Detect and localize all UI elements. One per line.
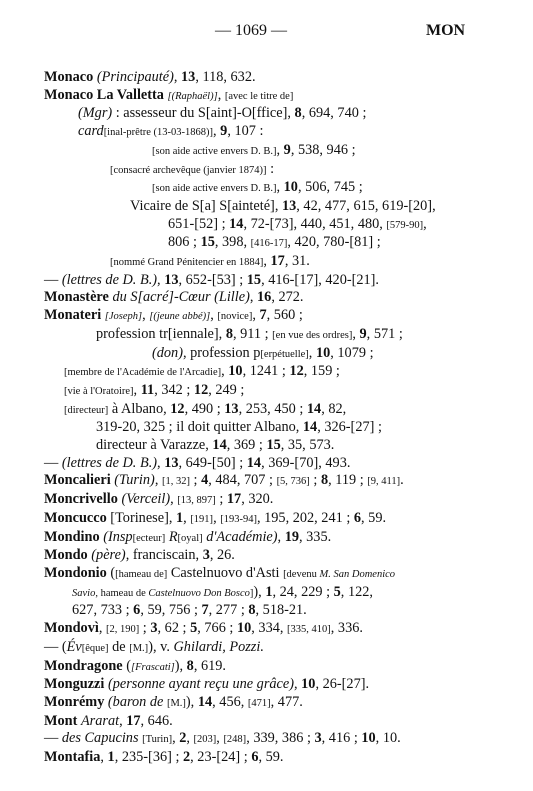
index-entry [44, 676, 514, 694]
entry-text-run: , 335. [299, 528, 332, 545]
index-subentry [44, 326, 514, 345]
entry-text-run: ( [106, 564, 116, 581]
entry-text-run: card [78, 123, 104, 140]
entry-text-run: [oyal] [177, 532, 203, 544]
index-subentry [44, 382, 514, 401]
entry-text-run: , 1079 ; [330, 344, 374, 361]
entry-text-run: 9 [220, 123, 228, 140]
index-entry [44, 529, 514, 548]
index-subentry [44, 198, 514, 216]
entry-text-run: (père) [91, 547, 126, 564]
entry-text-run: du [112, 289, 127, 306]
index-entries [44, 69, 514, 767]
entry-text-run: , 477. [270, 693, 303, 710]
entry-text-run: ; [309, 472, 321, 489]
entry-text-run: 8 [294, 105, 302, 122]
entry-text-run: (Verceil) [121, 491, 171, 508]
index-entry [44, 658, 514, 677]
entry-text-run: , 26. [209, 547, 235, 564]
entry-text-run: 6 [133, 602, 141, 619]
entry-text-run: à Albano, [108, 400, 171, 417]
entry-text-run: , 72-[73], 440, 451, 480, [243, 215, 387, 232]
entry-text-run: , 456, [212, 693, 248, 710]
entry-text-run: , 339, 386 ; [246, 730, 315, 747]
entry-text-run: 1 [107, 749, 115, 766]
entry-text-run: ), [185, 693, 198, 710]
entry-text-run: , 23-[24] ; [190, 749, 252, 766]
entry-text-run: , 253, 450 ; [238, 400, 307, 417]
index-subentry [44, 437, 514, 455]
entry-text-run: , 31. [284, 253, 310, 270]
entry-text-run: 13 [164, 271, 179, 288]
entry-text-run: Monastère [44, 289, 109, 306]
entry-text-run: : assesseur du S[aint]-O[ffice], [112, 105, 295, 122]
entry-text-run: , 484, 707 ; [208, 472, 277, 489]
running-head: MON [426, 22, 466, 39]
entry-text-run: [9, 411] [367, 476, 401, 488]
entry-text-run: 10 [236, 620, 252, 637]
entry-text-run: , [173, 69, 182, 85]
entry-text-run: [416-17] [250, 238, 288, 250]
entry-text-run: 17 [126, 712, 141, 729]
entry-text-run: [579-90] [386, 219, 424, 231]
entry-text-run: directeur à Varazze, [96, 437, 213, 454]
entry-text-run: 1 [176, 509, 184, 526]
page-number: — 1069 — [215, 22, 287, 39]
entry-text-run: ( [122, 657, 131, 674]
entry-text-run: , [213, 123, 221, 140]
entry-text-run: , 235-[36] ; [114, 749, 183, 766]
entry-text-run: [consacré archevêque (janvier 1874)] [110, 164, 267, 176]
entry-text-run: [Turin] [142, 734, 173, 746]
entry-text-run: ), [174, 657, 187, 674]
entry-text-run: 14 [229, 215, 244, 232]
entry-text-run: , 420, 780-[81] ; [287, 234, 381, 251]
entry-text-run: 12 [289, 363, 304, 380]
entry-text-run: (Insp [103, 528, 133, 545]
entry-text-run: 2 [183, 749, 191, 766]
entry-text-run: , 490 ; [184, 400, 225, 417]
entry-text-run: , 122, [340, 583, 373, 600]
entry-text-run: 10 [228, 363, 243, 380]
entry-text-run: 8 [225, 325, 233, 342]
entry-text-run: Monaco [44, 69, 94, 85]
entry-text-run: Moncucco [44, 509, 107, 526]
entry-text-run: , 560 ; [266, 307, 303, 324]
entry-text-run: Montafia [44, 749, 101, 766]
entry-text-run: [son aide active envers D. B.] [152, 183, 277, 195]
entry-text-run: Castelnuovo d'Asti [167, 564, 284, 581]
entry-text-run: 10 [315, 344, 331, 361]
entry-text-run: 12 [170, 400, 185, 417]
entry-text-run: [membre de l'Académie de l'Arcadie] [64, 367, 222, 379]
entry-text-run: Mont [44, 712, 78, 729]
entry-text-run: — [44, 271, 62, 288]
entry-text-run: [son aide active envers D. B.] [152, 145, 277, 157]
entry-text-run: 6 [353, 509, 362, 526]
index-subentry [44, 161, 514, 180]
entry-text-run: , 326-[27] ; [317, 419, 382, 436]
entry-text-run: ] [249, 587, 254, 599]
entry-text-run: 3 [202, 547, 210, 564]
entry-text-run: [inal-prêtre (13-03-1868)] [103, 127, 214, 139]
index-subentry [44, 419, 514, 437]
entry-text-run: [vie à l'Oratoire] [64, 385, 134, 397]
entry-text-run: 10 [361, 730, 376, 747]
entry-text-run: . [400, 472, 404, 489]
entry-text-run: [avec le titre de] [224, 90, 294, 102]
entry-text-run: , 24, 229 ; [272, 583, 334, 600]
index-subentry [44, 105, 514, 123]
entry-text-run: , 82, [321, 400, 347, 417]
entry-text-run: [nommé Grand Pénitencier en 1884] [110, 257, 264, 269]
entry-text-run: [Frascati] [130, 661, 175, 673]
entry-text-run: , 694, 740 ; [301, 105, 367, 122]
entry-text-run: 2 [179, 730, 187, 747]
entry-text-run: 9 [283, 141, 291, 158]
entry-text-run: [471] [247, 697, 271, 709]
entry-text-run: Mondonio [44, 564, 107, 581]
entry-text-run: 15 [246, 271, 262, 288]
entry-text-run: , 272. [271, 289, 304, 306]
entry-text-run: , [154, 472, 162, 489]
entry-text-run: [en vue des ordres] [272, 329, 353, 341]
entry-text-run: ), v. [148, 638, 174, 655]
entry-text-run: , 1241 ; [242, 363, 290, 380]
entry-text-run: , 342 ; [154, 381, 194, 398]
entry-text-run: , [157, 454, 165, 471]
entry-text-run: (personne ayant reçu une grâce) [107, 676, 294, 693]
entry-text-run: , 159 ; [303, 363, 340, 380]
index-entry [44, 694, 514, 713]
entry-text-run: [devenu [283, 568, 320, 580]
entry-text-run: , 334, [251, 620, 288, 637]
entry-text-run: , 119 ; [328, 472, 368, 489]
entry-text-run: , [119, 712, 127, 729]
entry-text-run: [193-94] [220, 513, 257, 525]
entry-text-run: 13 [181, 69, 196, 85]
entry-text-run: 17 [270, 253, 285, 270]
entry-text-run: ), [253, 583, 266, 600]
entry-text-run: 14 [197, 693, 213, 710]
index-subentry [44, 123, 514, 142]
entry-text-run: , 277 ; [208, 602, 249, 619]
entry-text-run: , 42, 477, 615, 619-[20], [296, 197, 436, 214]
entry-text-run: (Turin) [114, 472, 155, 489]
entry-text-run: , 619. [193, 657, 226, 674]
entry-text-run: , 571 ; [366, 325, 403, 342]
entry-text-run: , [213, 509, 221, 526]
entry-text-run: , [142, 307, 150, 324]
index-subentry [44, 345, 514, 364]
index-subentry [44, 363, 514, 382]
index-entry [44, 455, 514, 473]
entry-text-run: profession tr[iennale], [96, 325, 226, 342]
entry-text-run: [Torinese], [106, 509, 176, 526]
entry-text-run: 6 [251, 749, 259, 766]
entry-text-run: , [133, 381, 141, 398]
index-subentry [44, 584, 514, 603]
entry-text-run: des Capucins [61, 730, 139, 747]
index-entry [44, 730, 514, 749]
entry-text-run: [(jeune abbé)] [149, 311, 211, 323]
entry-text-run: 8 [186, 657, 194, 674]
entry-text-run: Monguzzi [44, 676, 105, 693]
entry-text-run: Monrémy [44, 693, 105, 710]
entry-text-run: R [168, 528, 178, 545]
entry-text-run: , 320. [241, 491, 274, 508]
index-subentry [44, 142, 514, 161]
entry-text-run: , 911 ; [232, 325, 273, 342]
entry-text-run: : [266, 160, 275, 177]
index-entry [44, 639, 514, 658]
index-subentry [44, 216, 514, 235]
entry-text-run: ; [189, 472, 202, 489]
entry-text-run: , hameau de [95, 587, 149, 599]
index-subentry [44, 234, 514, 253]
entry-text-run: [M.] [129, 642, 149, 654]
index-subentry [44, 401, 514, 420]
entry-text-run: , 649-[50] ; [178, 454, 247, 471]
index-entry [44, 565, 514, 584]
entry-text-run: 13 [224, 400, 239, 417]
entry-text-run: , 10. [375, 730, 401, 747]
entry-text-run: , [98, 620, 106, 637]
entry-text-run: de [108, 638, 130, 655]
entry-text-run: 13 [281, 197, 297, 214]
index-entry [44, 510, 514, 529]
index-subentry [44, 602, 514, 620]
entry-text-run: [(Raphaël)] [167, 90, 218, 102]
entry-text-run: 627, 733 ; [72, 602, 134, 619]
entry-text-run: 12 [193, 381, 209, 398]
entry-text-run: [novice] [217, 311, 253, 323]
entry-text-run: 13 [164, 454, 179, 471]
entry-text-run: , [249, 289, 258, 306]
entry-text-run: Mondo [44, 547, 88, 564]
entry-text-run: Moncalieri [44, 472, 111, 489]
entry-text-run: Monaco La Valletta [44, 86, 164, 103]
index-entry [44, 472, 514, 491]
entry-text-run: , [100, 749, 108, 766]
entry-text-run: , [423, 215, 427, 232]
entry-text-run: , franciscain, [125, 547, 203, 564]
entry-text-run: (Mgr) [78, 105, 113, 122]
entry-text-run: [2, 190] [105, 624, 140, 636]
entry-text-run: 8 [248, 602, 256, 619]
entry-text-run: , 107 : [227, 123, 264, 140]
entry-text-run: — [44, 454, 62, 471]
entry-text-run: Mondragone [44, 657, 123, 674]
entry-text-run: 10 [283, 179, 298, 196]
entry-text-run: [335, 410] [287, 624, 331, 636]
entry-text-run: , 538, 946 ; [290, 141, 356, 158]
entry-text-run: , [263, 253, 271, 270]
entry-text-run: , 35, 573. [280, 437, 335, 454]
index-entry [44, 749, 514, 767]
entry-text-run: 9 [359, 325, 367, 342]
index-entry [44, 289, 514, 307]
entry-text-run: , [217, 86, 225, 103]
entry-text-run: 8 [320, 472, 329, 489]
entry-text-run: , [277, 528, 285, 545]
entry-text-run: , [276, 141, 284, 158]
entry-text-run: [203] [193, 734, 217, 746]
entry-text-run: (Principauté) [96, 69, 174, 85]
entry-text-run: Monateri [44, 307, 102, 324]
entry-text-run: , 249 ; [208, 381, 245, 398]
entry-text-run: , 62 ; [157, 620, 191, 637]
entry-text-run: 14 [306, 400, 322, 417]
entry-text-run: , [186, 730, 194, 747]
index-entry [44, 547, 514, 565]
entry-text-run: , 195, 202, 241 ; [256, 509, 354, 526]
index-subentry [44, 179, 514, 198]
entry-text-run: 3 [150, 620, 158, 637]
entry-text-run: 319-20, 325 ; il doit quitter Albano, [96, 419, 303, 436]
entry-text-run: (baron de [107, 693, 167, 710]
entry-text-run: Mondino [44, 528, 100, 545]
entry-text-run: 4 [201, 472, 209, 489]
entry-text-run: , 518-21. [255, 602, 307, 619]
entry-text-run: [5, 736] [276, 476, 310, 488]
entry-text-run: 14 [302, 419, 318, 436]
entry-text-run: , 416-[17], 420-[21]. [261, 271, 379, 288]
entry-text-run: 15 [200, 234, 215, 251]
entry-text-run: , 652-[53] ; [178, 271, 247, 288]
entry-text-run: , [216, 730, 224, 747]
entry-text-run: Savio [72, 587, 96, 599]
index-entry [44, 713, 514, 731]
entry-text-run: ; [139, 620, 151, 637]
entry-text-run: Vicaire de S[a] S[ainteté], [130, 197, 282, 214]
entry-text-run: Év [66, 638, 82, 655]
entry-text-run: , 336. [330, 620, 363, 637]
entry-text-run: , 646. [140, 712, 173, 729]
index-subentry [44, 253, 514, 272]
entry-text-run: , [308, 344, 316, 361]
entry-text-run: , [172, 730, 180, 747]
entry-text-run: [248] [223, 734, 247, 746]
entry-text-run: [Joseph] [104, 311, 143, 323]
entry-text-run: (lettres de D. B.) [61, 454, 158, 471]
index-entry [44, 87, 514, 106]
entry-text-run: [directeur] [64, 404, 109, 416]
entry-text-run: [erpétuelle] [260, 348, 309, 360]
entry-text-run: 19 [284, 528, 299, 545]
entry-text-run: — ( [44, 638, 67, 655]
entry-text-run: 11 [140, 381, 155, 398]
entry-text-run: Ararat [80, 712, 120, 729]
entry-text-run: 16 [257, 289, 272, 306]
entry-text-run: Mondovì [44, 620, 99, 637]
entry-text-run: [191] [190, 513, 214, 525]
index-entry [44, 272, 514, 290]
entry-text-run: 10 [301, 676, 316, 693]
entry-text-run: [hameau de] [115, 568, 168, 580]
entry-text-run: , [276, 179, 284, 196]
entry-text-run: Ghilardi, Pozzi. [173, 638, 264, 655]
entry-text-run: , 766 ; [197, 620, 237, 637]
entry-text-run: , [157, 271, 165, 288]
entry-text-run: 5 [333, 583, 341, 600]
entry-text-run: S[acré]-Cœur (Lille) [130, 289, 250, 306]
entry-text-run: , 59, 756 ; [140, 602, 202, 619]
index-entry [44, 491, 514, 510]
entry-text-run: [ecteur] [132, 532, 166, 544]
entry-text-run: , 398, [214, 234, 251, 251]
entry-text-run: 15 [266, 437, 281, 454]
entry-text-run: [êque] [81, 642, 109, 654]
entry-text-run: , [210, 307, 218, 324]
entry-text-run: , 369 ; [226, 437, 267, 454]
entry-text-run: 7 [259, 307, 267, 324]
entry-text-run: [1, 32] [161, 476, 190, 488]
entry-text-run: 806 ; [168, 234, 201, 251]
entry-text-run: , 118, 632. [195, 69, 256, 85]
entry-text-run: , 26-[27]. [315, 676, 370, 693]
entry-text-run: (don) [152, 344, 183, 361]
entry-text-run: , 416 ; [321, 730, 362, 747]
entry-text-run: 14 [212, 437, 227, 454]
entry-text-run: M. San Domenico [319, 568, 396, 580]
entry-text-run: , [252, 307, 260, 324]
entry-text-run: Moncrivello [44, 491, 118, 508]
entry-text-run: , [183, 509, 191, 526]
index-entry [44, 69, 514, 87]
entry-text-run: 14 [246, 454, 262, 471]
index-entry [44, 307, 514, 326]
entry-text-run: (lettres de D. B.) [61, 271, 158, 288]
entry-text-run: — [44, 730, 62, 747]
entry-text-run: 1 [265, 583, 273, 600]
entry-text-run: 5 [190, 620, 198, 637]
entry-text-run: , profession p [182, 344, 261, 361]
entry-text-run: d'Académie) [206, 528, 278, 545]
entry-text-run: 7 [201, 602, 209, 619]
entry-text-run: , 506, 745 ; [297, 179, 363, 196]
entry-text-run: , [221, 363, 229, 380]
entry-text-run: 3 [314, 730, 322, 747]
entry-text-run: 651-[52] ; [168, 215, 230, 232]
entry-text-run: Castelnuovo Don Bosco [148, 587, 250, 599]
index-entry [44, 620, 514, 639]
entry-text-run: , 59. [258, 749, 284, 766]
entry-text-run: , [170, 491, 178, 508]
entry-text-run: , 59. [361, 509, 387, 526]
entry-text-run: [13, 897] [177, 495, 216, 507]
entry-text-run: , [294, 676, 302, 693]
entry-text-run: , [352, 325, 360, 342]
entry-text-run: 17 [226, 491, 242, 508]
entry-text-run: [M.] [166, 697, 186, 709]
entry-text-run: ; [215, 491, 227, 508]
entry-text-run: , 369-[70], 493. [261, 454, 351, 471]
page-header [0, 22, 533, 46]
